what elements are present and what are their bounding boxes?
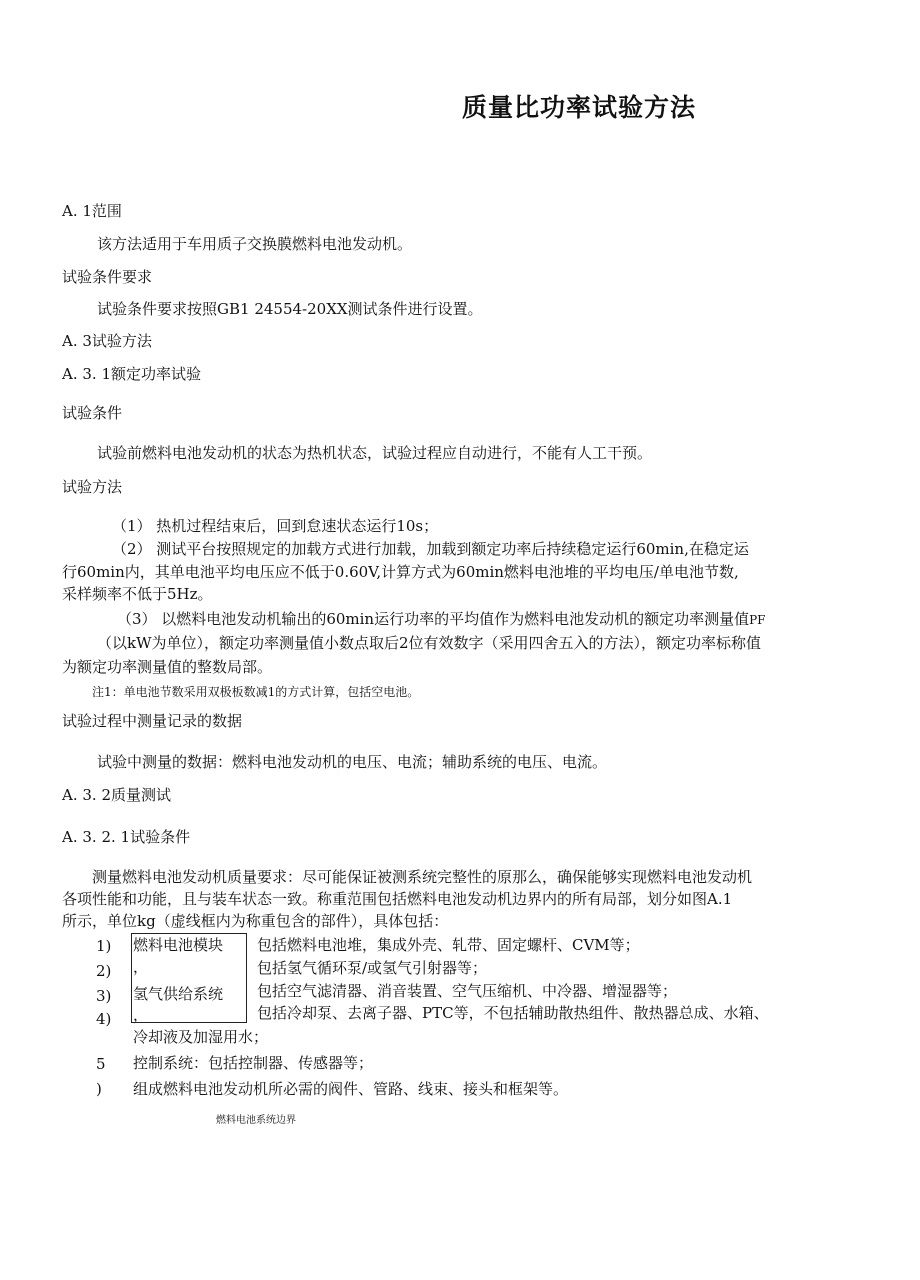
note: 注1：单电池节数采用双极板数减1的方式计算，包括空电池。 [92, 685, 420, 699]
mass-line-3: 所示，单位kg（虚线框内为称重包含的部件），具体包括： [62, 912, 449, 930]
step-2-line-3: 采样频率不低于5Hz。 [62, 585, 213, 603]
list-number-1: 1) [96, 937, 112, 955]
step-3-line-1 [117, 609, 766, 630]
list-number-3: 3) [96, 987, 112, 1005]
list-number-6: ) [96, 1080, 102, 1098]
step-3-line-2: （以kW为单位），额定功率测量值小数点取后2位有效数字（采用四舍五入的方法），额定功率标称值 [97, 634, 762, 652]
list-item-2: 包括氢气循环泵/或氢气引射器等； [257, 959, 488, 977]
record-text: 试验中测量的数据：燃料电池发动机的电压、电流；辅助系统的电压、电流。 [97, 753, 608, 771]
list-item-5: 控制系统：包括控制器、传感器等； [133, 1054, 374, 1072]
list-item-3: 包括空气滤清器、消音装置、空气压缩机、中冷器、增湿器等； [257, 982, 678, 1000]
condition-text: 试验前燃料电池发动机的状态为热机状态，试验过程应自动进行，不能有人工干预。 [97, 444, 653, 462]
box-label-fuel-cell-module: 燃料电池模块 [133, 936, 224, 954]
condition-heading: 试验条件 [62, 404, 123, 422]
power-symbol: PF [749, 613, 766, 627]
list-item-6: 组成燃料电池发动机所必需的阀件、管路、线束、接头和框架等。 [133, 1080, 569, 1098]
list-number-5: 5 [96, 1055, 106, 1073]
method-heading: 试验方法 [62, 478, 123, 496]
section-a1-text: 该方法适用于车用质子交换膜燃料电池发动机。 [97, 235, 413, 253]
figure-label: 燃料电池系统边界 [216, 1115, 296, 1126]
section-a321-heading: A. 3. 2. 1试验条件 [62, 828, 191, 846]
box-label-hydrogen-supply: 氢气供给系统 [133, 985, 224, 1003]
section-a32-heading: A. 3. 2质量测试 [62, 786, 171, 804]
section-a2-heading: 试验条件要求 [62, 268, 153, 286]
section-a31-heading: A. 3. 1额定功率试验 [62, 365, 201, 383]
step-1: （1） 热机过程结束后，回到怠速状态运行10s； [112, 517, 439, 535]
step-2-line-1: （2） 测试平台按照规定的加载方式进行加载，加载到额定功率后持续稳定运行60min,在稳定运 [112, 540, 749, 558]
list-number-2: 2) [96, 962, 112, 980]
step-3-text: （3） 以燃料电池发动机输出的60min运行功率的平均值作为燃料电池发动机的额定功率测量值 [117, 610, 750, 628]
section-a1-heading: A. 1范围 [62, 202, 122, 220]
box-label-comma-1: ， [133, 958, 149, 976]
list-item-4-line-2: 冷却液及加湿用水； [133, 1028, 269, 1046]
list-item-4-line-1: 包括冷却泵、去离子器、PTC等，不包括辅助散热组件、散热器总成、水箱、 [257, 1004, 769, 1022]
box-label-comma-2: ， [133, 1006, 149, 1024]
step-2-line-2: 行60min内，其单电池平均电压应不低于0.60V,计算方式为60min燃料电池堆的平均电压/单电池节数, [62, 563, 739, 581]
list-item-1: 包括燃料电池堆，集成外壳、轧带、固定螺杆、CVM等； [257, 936, 640, 954]
step-3-line-3: 为额定功率测量值的整数局部。 [62, 658, 273, 676]
section-a2-text: 试验条件要求按照GB1 24554-20XX测试条件进行设置。 [97, 300, 483, 318]
section-a3-heading: A. 3试验方法 [62, 332, 152, 350]
mass-line-2: 各项性能和功能，且与装车状态一致。称重范围包括燃料电池发动机边界内的所有局部，划分如图A.1 [62, 890, 733, 908]
list-number-4: 4) [96, 1010, 112, 1028]
mass-line-1: 测量燃料电池发动机质量要求：尽可能保证被测系统完整性的原那么，确保能够实现燃料电池发动机 [92, 868, 753, 886]
record-heading: 试验过程中测量记录的数据 [62, 712, 243, 730]
page-title: 质量比功率试验方法 [462, 93, 697, 122]
